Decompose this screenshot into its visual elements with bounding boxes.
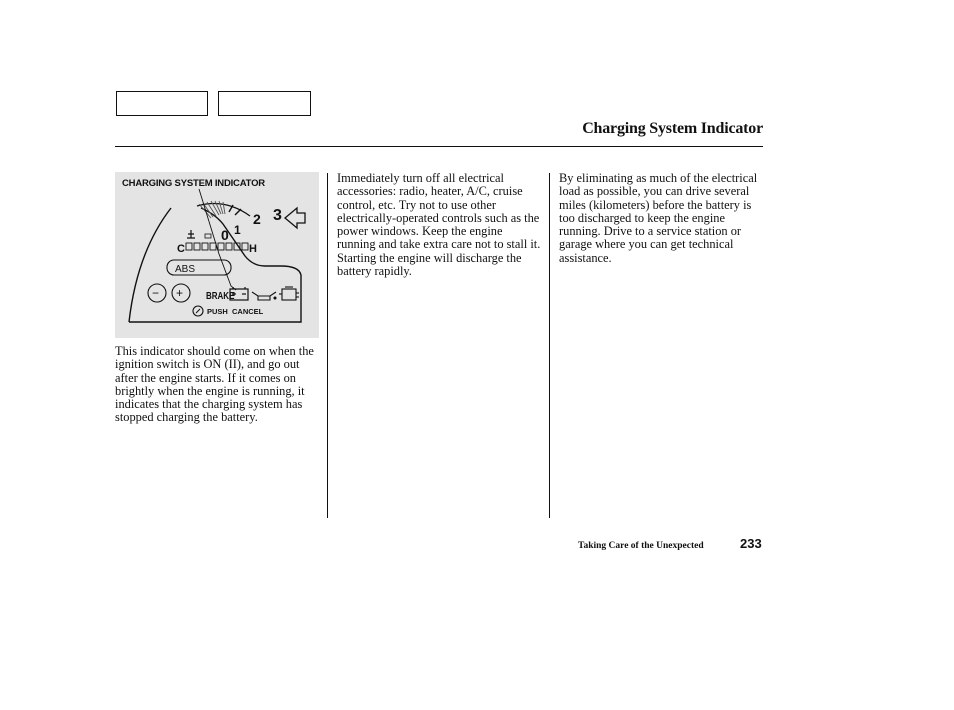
column-3-paragraph: By eliminating as much of the electrical load as possible, you can drive several miles (kilometers) before the battery is too discharged to keep the engine running. Drive to a service station or garage where you can get technical assistance. xyxy=(559,171,758,265)
temp-hot-label: H xyxy=(249,243,257,255)
gauge-number-1: 1 xyxy=(234,223,241,237)
check-engine-icon xyxy=(279,287,299,300)
abs-label: ABS xyxy=(175,264,196,275)
title-divider xyxy=(115,146,763,147)
instrument-panel-drawing xyxy=(115,172,319,338)
gauge-number-0: 0 xyxy=(221,227,229,243)
column-1-paragraph: This indicator should come on when the ignition switch is ON (II), and go out after the engine starts. If it comes on brightly when the engine is running, it indicates that the charging system has stopped charging the battery. xyxy=(115,344,314,425)
column-divider-2 xyxy=(549,173,550,518)
push-cancel-label: PUSH CANCEL xyxy=(207,307,264,316)
temp-cold-label: C xyxy=(177,243,185,255)
panel-outline xyxy=(129,208,171,322)
oil-pressure-icon xyxy=(252,292,276,300)
nav-tab-button-1[interactable] xyxy=(116,91,208,116)
coolant-temp-icon xyxy=(187,230,195,238)
nav-tab-button-2[interactable] xyxy=(218,91,311,116)
figure-caption: CHARGING SYSTEM INDICATOR xyxy=(122,178,265,189)
minus-label: − xyxy=(152,286,160,300)
page-title: Charging System Indicator xyxy=(582,120,763,137)
page-number: 233 xyxy=(740,536,762,551)
column-2-paragraph: Immediately turn off all electrical accessories: radio, heater, A/C, cruise control, etc. Try not to use other electrically-operated controls such as the power windows. Keep the engine running and take extra care not to stall it. Starting the engine will discharge the battery rapidly. xyxy=(337,171,541,279)
dashboard-illustration xyxy=(115,172,319,338)
footer-section-title: Taking Care of the Unexpected xyxy=(578,541,704,551)
column-divider-1 xyxy=(327,173,328,518)
gauge-number-2: 2 xyxy=(253,211,261,227)
right-arrow-icon xyxy=(285,208,305,228)
gauge-number-3: 3 xyxy=(273,207,282,224)
plus-label: + xyxy=(176,286,184,300)
brake-label: BRAKE xyxy=(206,290,235,302)
